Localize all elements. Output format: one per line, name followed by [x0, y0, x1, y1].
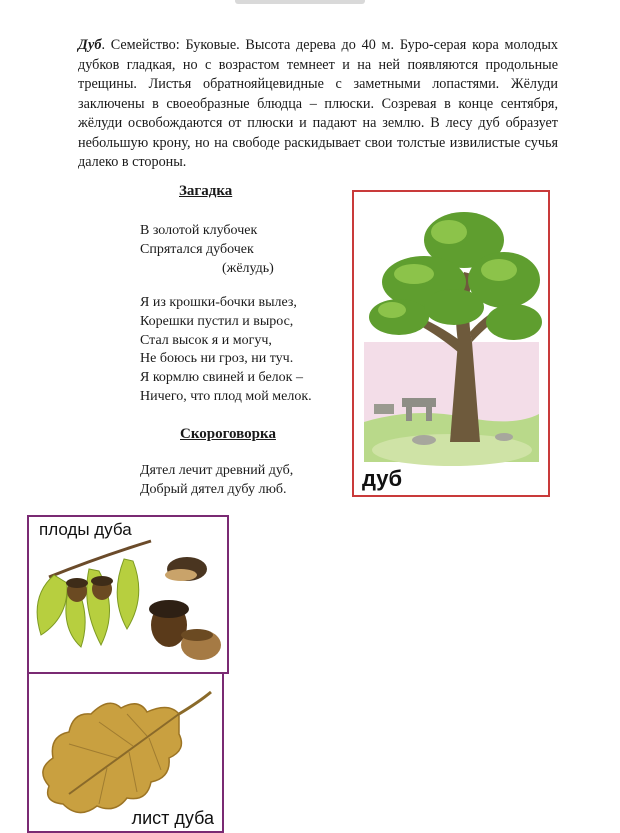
oak-card-label: дуб	[362, 466, 403, 491]
riddle-verse-1	[140, 222, 274, 278]
article-text: . Семейство: Буковые. Высота дерева до 40 м. Буро-серая кора молодых дубков гладкая, но с возрастом темнеет и на ней появляются продольные трещины. Листья обратнояйцевидные с заметными лопастями. Жёлуди заключены в своеобразные блюдца – плюски. Созревая в конце сентября, жёлуди освобождаются от плюски и падают на землю. В лесу дуб образует небольшую крону, но на свободе раскидывает свои толстые извилистые сучья далеко в стороны.	[78, 37, 558, 170]
verse-line: Стал высок я и могуч,	[140, 332, 272, 348]
verse-line: Добрый дятел дубу люб.	[140, 481, 287, 497]
riddle-answer: (жёлудь)	[222, 260, 274, 276]
article-term: Дуб	[78, 37, 102, 53]
tongue-twister-heading: Скороговорка	[180, 426, 276, 442]
oak-tree-illustration	[354, 192, 548, 495]
verse-line: Не боюсь ни гроз, ни туч.	[140, 351, 294, 367]
tongue-twister-text	[140, 462, 293, 500]
oak-tree-card	[352, 190, 550, 497]
oak-fruits-card	[27, 515, 229, 674]
verse-line: Ничего, что плод мой мелок.	[140, 388, 312, 404]
riddle-heading: Загадка	[179, 183, 233, 199]
acorns-illustration	[29, 517, 227, 672]
verse-line: Спрятался дубочек	[140, 241, 254, 257]
leaf-card-label: лист дуба	[131, 808, 214, 828]
oak-leaf-card	[27, 672, 224, 833]
cropped-header	[235, 0, 365, 4]
verse-line: Я кормлю свиней и белок –	[140, 370, 303, 386]
verse-line: Корешки пустил и вырос,	[140, 313, 294, 329]
riddle-verse-2	[140, 294, 312, 407]
verse-line: В золотой клубочек	[140, 223, 258, 238]
verse-line: Я из крошки-бочки вылез,	[140, 295, 297, 310]
article-paragraph	[78, 36, 558, 173]
verse-line: Дятел лечит древний дуб,	[140, 463, 294, 478]
fruits-card-label: плоды дуба	[39, 520, 132, 539]
